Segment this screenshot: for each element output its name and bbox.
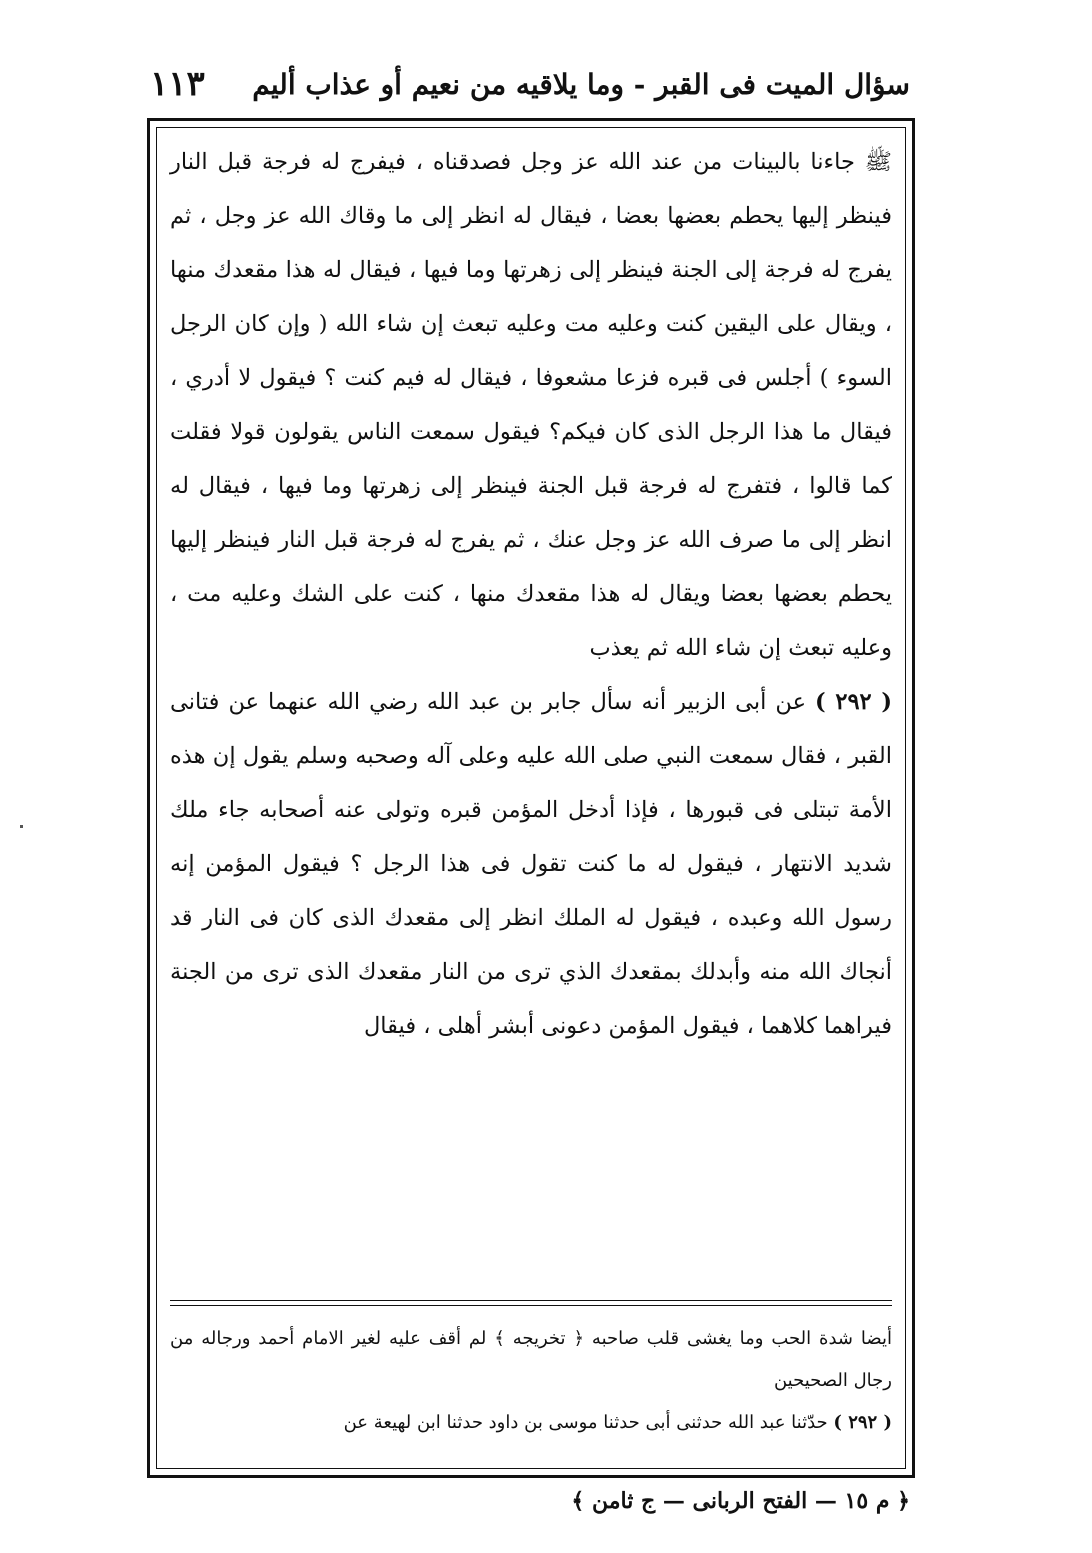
footnote-divider — [170, 1300, 892, 1301]
main-text — [170, 135, 892, 1053]
footnote-number: ( ٢٩٢ ) — [833, 1412, 892, 1433]
hadith-paragraph — [170, 675, 892, 1053]
footnote-divider-second-rule — [170, 1305, 892, 1306]
footnote-isnad — [170, 1402, 892, 1444]
footnotes — [170, 1318, 892, 1444]
running-title: سؤال الميت فى القبر - وما يلاقيه من نعيم أو عذاب أليم — [252, 68, 910, 101]
footnote-isnad-text: حدّثنا عبد الله حدثنى أبى حدثنا موسى بن داود حدثنا ابن لهيعة عن — [343, 1412, 828, 1433]
hadith-text: عن أبى الزبير أنه سأل جابر بن عبد الله رضي الله عنهما عن فتانى القبر ، فقال سمعت النبي صلى الله عليه وعلى آله وصحبه وسلم يقول إن هذه الأمة تبتلى فى قبورها ، فإذا أدخل المؤمن قبره وتولى عنه أصحابه جاء ملك شديد الانتهار ، فيقول له ما كنت تقول فى هذا الرجل ؟ فيقول المؤمن إنه رسول الله وعبده ، فيقول له الملك انظر إلى مقعدك الذى كان فى النار قد أنجاك الله منه وأبدلك بمقعدك الذي ترى من النار مقعدك الذى ترى من الجنة فيراهما كلاهما ، فيقول المؤمن دعونى أبشر أهلى ، فيقال — [170, 689, 892, 1039]
hadith-number: ( ٢٩٢ ) — [815, 689, 893, 715]
footnote-line: أيضا شدة الحب وما يغشى قلب صاحبه ﴿ تخريجه ﴾ لم أقف عليه لغير الامام أحمد ورجاله من رجال الصحيحين — [170, 1328, 893, 1391]
printer-signature-mark: ﴿ م ١٥ — الفتح الربانى — ج ثامن ﴾ — [571, 1488, 910, 1514]
page-header — [150, 60, 910, 120]
margin-speck — [20, 825, 23, 828]
paragraph-continuation: ﷺ جاءنا بالبينات من عند الله عز وجل فصدقناه ، فيفرج له فرجة قبل النار فينظر إليها يحطم بعضها بعضا ، فيقال له انظر إلى ما وقاك الله عز وجل ، ثم يفرج له فرجة إلى الجنة فينظر إلى زهرتها وما فيها ، فيقال له هذا مقعدك منها ، ويقال على اليقين كنت وعليه مت وعليه تبعث إن شاء الله ( وإن كان الرجل السوء ) أجلس فى قبره فزعا مشعوفا ، فيقال له فيم كنت ؟ فيقول لا أدري ، فيقال ما هذا الرجل الذى كان فيكم؟ فيقول سمعت الناس يقولون قولا فقلت كما قالوا ، فتفرج له فرجة قبل الجنة فينظر إلى زهرتها وما فيها ، فيقال له انظر إلى ما صرف الله عز وجل عنك ، ثم يفرج له فرجة قبل النار فينظر إليها يحطم بعضها بعضا ويقال له هذا مقعدك منها ، كنت على الشك وعليه مت ، وعليه تبعث إن شاء الله ثم يعذب — [170, 149, 892, 661]
page-number: ١١٣ — [150, 64, 205, 104]
